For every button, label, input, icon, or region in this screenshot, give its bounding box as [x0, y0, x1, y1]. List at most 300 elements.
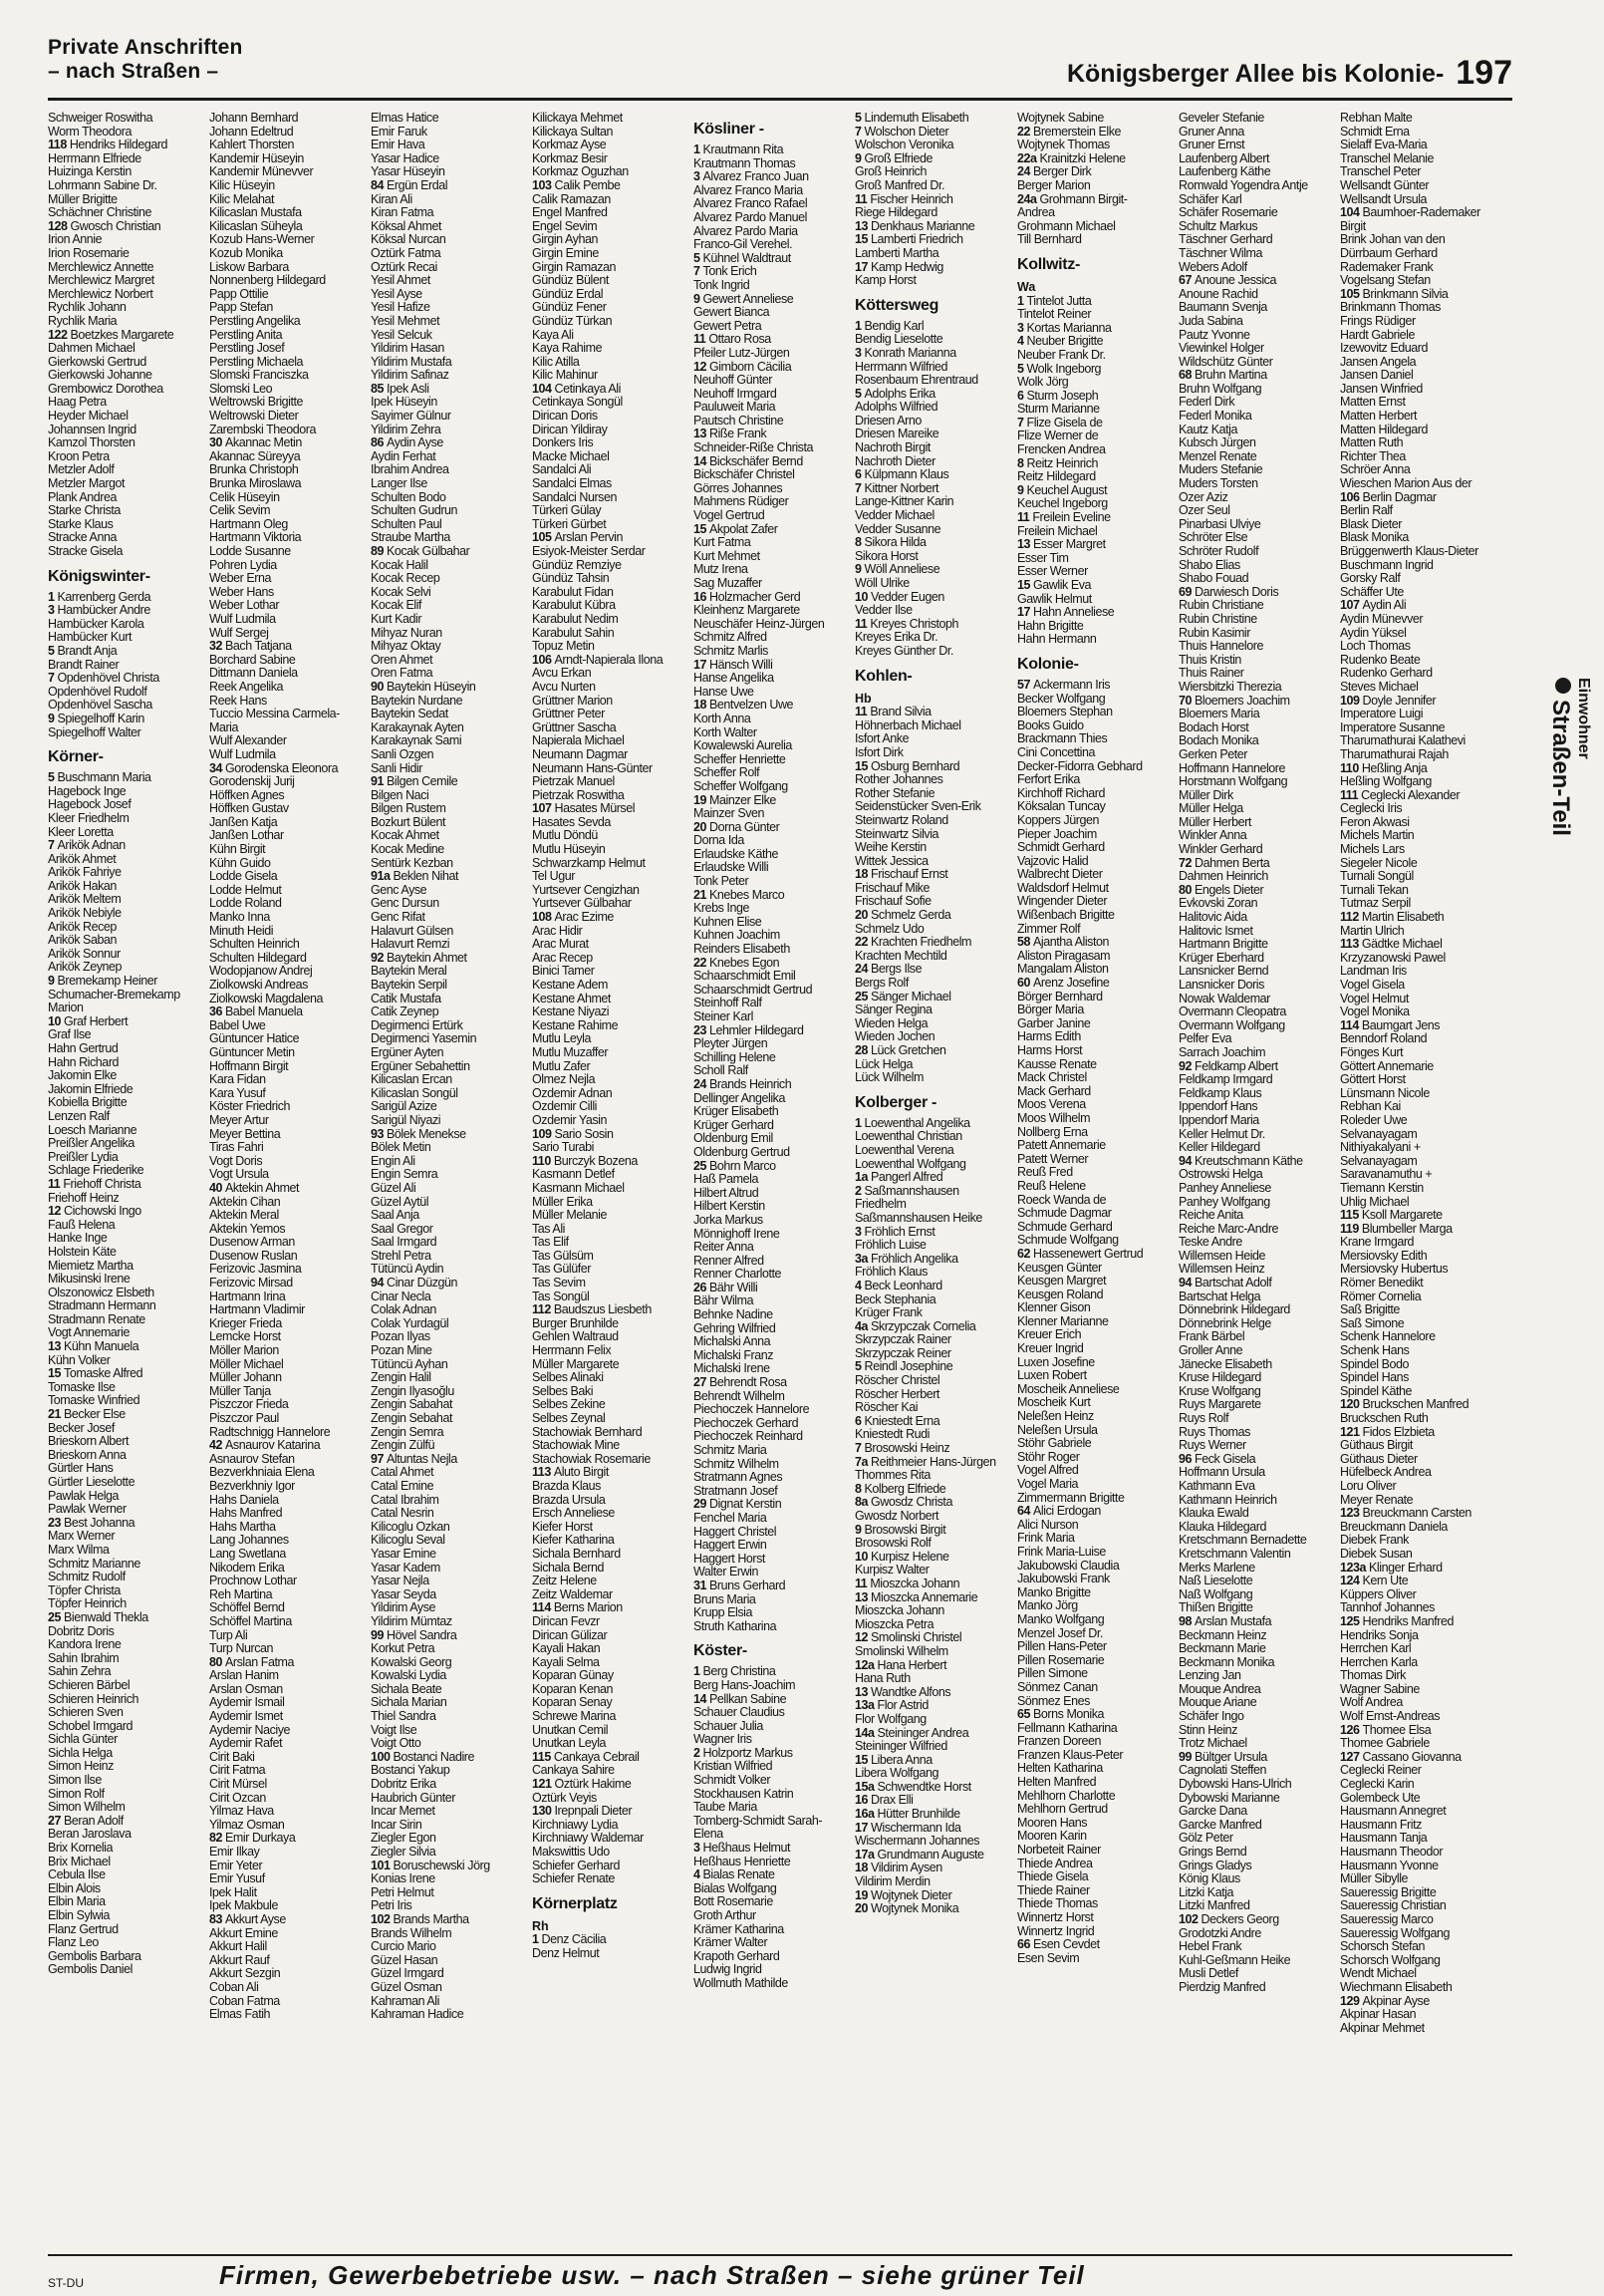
- resident-entry: Özdemir Cilli: [532, 1100, 597, 1114]
- resident-entry: Küppers Oliver: [1340, 1587, 1417, 1601]
- resident-entry: Zengin Halil: [371, 1371, 431, 1385]
- resident-entry: Slomski Leo: [209, 382, 273, 396]
- resident-entry: Kühn Volker: [48, 1353, 111, 1367]
- resident-entry: Schmitz Maria: [693, 1444, 767, 1457]
- resident-entry: 11 Friehoff Christa: [48, 1177, 141, 1191]
- resident-entry: Schneider-Riße Christa: [693, 441, 814, 455]
- resident-entry: Kilicaslan Songül: [371, 1086, 458, 1100]
- resident-entry: Hüfelbeck Andrea: [1340, 1466, 1432, 1480]
- resident-entry: Naß Wolfgang: [1179, 1587, 1253, 1601]
- resident-entry: Vedder Michael: [855, 509, 935, 523]
- resident-entry: 15 Osburg Bernhard: [855, 759, 960, 773]
- resident-entry: Matten Ernst: [1340, 396, 1406, 410]
- resident-entry: Özer Seul: [1179, 504, 1230, 518]
- resident-entry: Gerken Peter: [1179, 747, 1247, 761]
- resident-entry: Nikodem Erika: [209, 1561, 285, 1575]
- resident-entry: Müller Margarete: [532, 1357, 620, 1371]
- resident-entry: Dusenow Arman: [209, 1236, 295, 1250]
- resident-entry: 8 Kolberg Elfriede: [855, 1482, 946, 1496]
- resident-entry: Baytekin Sedat: [371, 708, 448, 721]
- resident-entry: Manko Brigitte: [1017, 1585, 1091, 1599]
- resident-entry: Stratmann Agnes: [693, 1471, 783, 1485]
- resident-entry: Grodotzki Andre: [1179, 1926, 1261, 1940]
- footer-note: Firmen, Gewerbebetriebe usw. – nach Straßen – siehe grüner Teil: [219, 2260, 1085, 2290]
- resident-entry: Bezverkhniy Igor: [209, 1479, 295, 1493]
- resident-entry: Gündüz Türkan: [532, 314, 613, 328]
- resident-entry: Bott Rosemarie: [693, 1895, 773, 1909]
- resident-entry: Wiechmann Elisabeth: [1340, 1980, 1453, 1994]
- resident-entry: Weltrowski Dieter: [209, 410, 299, 424]
- resident-entry: Thiede Andrea: [1017, 1857, 1093, 1870]
- resident-entry: Rubin Christiane: [1179, 599, 1264, 613]
- resident-entry: 12 Cichowski Ingo: [48, 1205, 141, 1219]
- resident-entry: Kathmann Heinrich: [1179, 1493, 1277, 1507]
- resident-entry: Frischauf Mike: [855, 881, 930, 895]
- resident-entry: Töpfer Heinrich: [48, 1597, 127, 1611]
- resident-entry: Neleßen Ursula: [1017, 1423, 1098, 1437]
- resident-entry: Kurt Fatma: [693, 536, 751, 550]
- resident-entry: Degirmenci Yasemin: [371, 1032, 477, 1046]
- resident-entry: Loewenthal Christian: [855, 1130, 962, 1144]
- resident-entry: 1 Karrenberg Gerda: [48, 590, 151, 604]
- resident-entry: Petri Iris: [371, 1899, 412, 1913]
- resident-entry: Winkler Gerhard: [1179, 843, 1263, 857]
- resident-entry: Schlage Friederike: [48, 1164, 144, 1178]
- resident-entry: 126 Thomee Elsa: [1340, 1723, 1432, 1737]
- resident-entry: 1a Pangerl Alfred: [855, 1171, 943, 1185]
- resident-entry: Starke Christa: [48, 504, 121, 518]
- resident-entry: Johann Edeltrud: [209, 125, 294, 139]
- resident-entry: Hendriks Sonja: [1340, 1628, 1419, 1642]
- resident-entry: Kurpisz Walter: [855, 1564, 930, 1578]
- resident-entry: Bruns Maria: [693, 1592, 756, 1606]
- resident-entry: Frink Maria: [1017, 1532, 1075, 1546]
- resident-entry: Pautsch Christine: [693, 414, 784, 428]
- resident-entry: 21 Knebes Marco: [693, 888, 785, 902]
- resident-entry: Kiefer Horst: [532, 1520, 593, 1534]
- resident-entry: Schröter Else: [1179, 531, 1248, 545]
- resident-entry: Mainzer Sven: [693, 807, 765, 821]
- resident-entry: Kreyes Günther Dr.: [855, 644, 953, 658]
- resident-entry: Kausse Renate: [1017, 1057, 1097, 1071]
- resident-entry: Michels Martin: [1340, 829, 1415, 843]
- resident-entry: Herrchen Karl: [1340, 1642, 1412, 1656]
- resident-entry: Patett Werner: [1017, 1152, 1089, 1166]
- resident-entry: Tiras Fahri: [209, 1141, 264, 1155]
- resident-entry: Bostanci Yakup: [371, 1764, 450, 1778]
- resident-entry: 22 Krachten Friedhelm: [855, 936, 972, 950]
- resident-entry: Sichala Bernhard: [532, 1547, 621, 1561]
- resident-entry: Selbes Zeynal: [532, 1412, 606, 1425]
- resident-entry: Helten Manfred: [1017, 1776, 1097, 1790]
- resident-entry: Pleyter Jürgen: [693, 1037, 768, 1051]
- resident-entry: Voigt Otto: [371, 1737, 421, 1751]
- resident-entry: Ruys Margarete: [1179, 1398, 1261, 1412]
- resident-entry: Stockhausen Katrin: [693, 1787, 794, 1801]
- resident-entry: Decker-Fidorra Gebhard: [1017, 759, 1143, 773]
- resident-entry: Skrzypczak Reiner: [855, 1346, 951, 1360]
- resident-entry: Moos Wilhelm: [1017, 1111, 1091, 1125]
- resident-entry: Keusgen Günter: [1017, 1261, 1102, 1275]
- resident-entry: Bilgen Naci: [371, 788, 429, 802]
- resident-entry: Franzen Klaus-Peter: [1017, 1748, 1124, 1762]
- resident-entry: 9 Gewert Anneliese: [693, 292, 794, 306]
- resident-entry: Dönnebrink Hildegard: [1179, 1303, 1290, 1317]
- resident-entry: Kristian Wilfried: [693, 1760, 773, 1774]
- resident-entry: Müller Herbert: [1179, 815, 1251, 829]
- resident-entry: 123a Klinger Erhard: [1340, 1561, 1443, 1575]
- street-heading: Kollwitz-: [1017, 255, 1081, 273]
- resident-entry: Lünsmann Nicole: [1340, 1086, 1430, 1100]
- resident-entry: Metzler Margot: [48, 477, 126, 491]
- resident-entry: 94 Kreutschmann Käthe: [1179, 1154, 1303, 1168]
- resident-entry: Hausmann Theodor: [1340, 1846, 1444, 1859]
- resident-entry: 3 Konrath Marianna: [855, 346, 956, 360]
- resident-entry: Pillen Simone: [1017, 1667, 1088, 1681]
- resident-entry: Schaarschmidt Gertrud: [693, 983, 813, 997]
- resident-entry: Tas Sevim: [532, 1277, 586, 1291]
- resident-entry: Sturm Marianne: [1017, 403, 1100, 417]
- resident-entry: Kuhnen Elise: [693, 915, 762, 929]
- resident-entry: 23 Lehmler Hildegard: [693, 1023, 804, 1037]
- resident-entry: Sichala Bernd: [532, 1561, 604, 1575]
- resident-entry: Matten Herbert: [1340, 410, 1418, 424]
- resident-entry: 1 Tintelot Jutta: [1017, 294, 1092, 308]
- resident-entry: Mehlhorn Charlotte: [1017, 1789, 1116, 1803]
- resident-entry: Thiede Rainer: [1017, 1883, 1090, 1897]
- directory-column: [1179, 112, 1346, 2252]
- resident-entry: Stöhr Gabriele: [1017, 1437, 1092, 1451]
- resident-entry: Bloemers Maria: [1179, 708, 1260, 721]
- resident-entry: Schmidt Erna: [1340, 125, 1410, 139]
- resident-entry: Perstling Anita: [209, 328, 283, 342]
- resident-entry: 9 Keuchel August: [1017, 483, 1108, 497]
- resident-entry: Shabo Elias: [1179, 558, 1240, 572]
- resident-entry: Beckmann Monika: [1179, 1655, 1275, 1669]
- resident-entry: Brazda Ursula: [532, 1493, 606, 1507]
- resident-entry: Ergüner Ayten: [371, 1045, 444, 1059]
- resident-entry: Rademaker Frank: [1340, 260, 1434, 274]
- resident-entry: Schieren Bärbel: [48, 1678, 131, 1692]
- resident-entry: Hana Ruth: [855, 1672, 911, 1686]
- resident-entry: Haggert Erwin: [693, 1539, 767, 1553]
- resident-entry: Wojtynek Thomas: [1017, 139, 1110, 152]
- resident-entry: Aliston Piragasam: [1017, 949, 1111, 963]
- resident-entry: Tütüncü Ayhan: [371, 1357, 448, 1371]
- resident-entry: Krapoth Gerhard: [693, 1949, 780, 1963]
- resident-entry: 94 Bartschat Adolf: [1179, 1277, 1272, 1291]
- resident-entry: Kara Fidan: [209, 1073, 266, 1087]
- resident-entry: Willemsen Heide: [1179, 1249, 1266, 1263]
- resident-entry: Napierala Michael: [532, 734, 625, 748]
- resident-entry: Isfort Anke: [855, 732, 910, 746]
- resident-entry: Akpinar Hasan: [1340, 2008, 1417, 2022]
- resident-entry: Brunka Miroslawa: [209, 477, 302, 491]
- resident-entry: Schaarschmidt Emil: [693, 970, 796, 984]
- street-heading: Körnerplatz: [532, 1894, 618, 1912]
- resident-entry: Kozub Monika: [209, 246, 283, 260]
- header-right: [1067, 54, 1512, 93]
- resident-entry: Kiran Ali: [371, 192, 412, 206]
- resident-entry: Kilicoglu Özkan: [371, 1520, 450, 1534]
- resident-entry: 89 Kocak Gülbahar: [371, 545, 470, 558]
- resident-entry: Mouque Ariane: [1179, 1696, 1257, 1710]
- resident-entry: Yasar Seyda: [371, 1587, 436, 1601]
- resident-entry: Müller Sibylle: [1340, 1872, 1409, 1886]
- resident-entry: Kleinhenz Margarete: [693, 604, 800, 618]
- resident-entry: Yildirim Mümtaz: [371, 1614, 452, 1628]
- resident-entry: Yesil Selcuk: [371, 328, 432, 342]
- resident-entry: 2 Holzportz Markus: [693, 1746, 793, 1760]
- resident-entry: Schmude Dagmar: [1017, 1207, 1112, 1221]
- resident-entry: Siegeler Nicole: [1340, 856, 1418, 870]
- resident-entry: Korkmaz Ayse: [532, 139, 607, 152]
- resident-entry: Bozkurt Bülent: [371, 815, 445, 829]
- resident-entry: 99 Hövel Sandra: [371, 1628, 457, 1642]
- resident-entry: Herrchen Karla: [1340, 1655, 1418, 1669]
- resident-entry: Kretschmann Bernadette: [1179, 1534, 1307, 1548]
- resident-entry: Güzel Aytül: [371, 1195, 429, 1209]
- resident-entry: Mutz Irena: [693, 563, 748, 577]
- resident-entry: 113 Aluto Birgit: [532, 1466, 609, 1480]
- resident-entry: Gembolis Barbara: [48, 1949, 141, 1963]
- resident-entry: Kniestedt Rudi: [855, 1428, 930, 1442]
- resident-entry: 31 Bruns Gerhard: [693, 1578, 786, 1592]
- resident-entry: Tas Elif: [532, 1236, 569, 1250]
- resident-entry: Pillen Rosemarie: [1017, 1653, 1105, 1667]
- resident-entry: 6 Sturm Joseph: [1017, 389, 1099, 403]
- resident-entry: 93 Bölek Menekse: [371, 1127, 466, 1141]
- resident-entry: 20 Dorna Günter: [693, 820, 780, 834]
- resident-entry: Neuhoff Günter: [693, 374, 772, 388]
- street-range-title: Königsberger Allee bis Kolonie-: [1066, 60, 1445, 88]
- resident-entry: Adolphs Wilfried: [855, 401, 938, 415]
- resident-entry: Mersiovsky Hubertus: [1340, 1263, 1449, 1277]
- resident-entry: 84 Ergün Erdal: [371, 178, 448, 192]
- resident-entry: Ceglecki Karin: [1340, 1778, 1415, 1792]
- resident-entry: Gürtler Hans: [48, 1462, 114, 1476]
- resident-entry: 11 Ottaro Rosa: [693, 333, 771, 347]
- resident-entry: Sichala Marian: [371, 1696, 447, 1710]
- resident-entry: Bartschat Helga: [1179, 1290, 1261, 1303]
- resident-entry: Mihyaz Oktay: [371, 640, 441, 654]
- resident-entry: Wodopjanow Andrej: [209, 965, 313, 979]
- resident-entry: Friehoff Heinz: [48, 1191, 120, 1205]
- resident-entry: Weber Hans: [209, 585, 274, 599]
- resident-entry: Simon Wilhelm: [48, 1801, 126, 1815]
- resident-entry: Meyer Artur: [209, 1113, 269, 1127]
- resident-entry: Güzel Hasan: [371, 1953, 438, 1967]
- resident-entry: Gürtler Lieselotte: [48, 1476, 135, 1489]
- resident-entry: 96 Feck Gisela: [1179, 1452, 1256, 1466]
- resident-entry: Beck Stephania: [855, 1292, 936, 1306]
- resident-entry: 115 Ksoll Margarete: [1340, 1209, 1443, 1223]
- resident-entry: Scholl Ralf: [693, 1064, 748, 1078]
- resident-entry: Kilickaya Sultan: [532, 125, 614, 139]
- resident-entry: Bergs Rolf: [855, 977, 909, 991]
- resident-entry: Kilic Melahat: [209, 192, 275, 206]
- district-code: Hb: [855, 691, 872, 706]
- resident-entry: Vogel Helmut: [1340, 992, 1409, 1005]
- section-side-label: [1530, 678, 1592, 967]
- resident-entry: 91 Bilgen Cemile: [371, 775, 458, 789]
- resident-entry: Schulten Bodo: [371, 490, 446, 504]
- resident-entry: Federl Dirk: [1179, 396, 1235, 410]
- resident-entry: Aydemir Naciye: [209, 1723, 290, 1737]
- resident-entry: 17 Hahn Anneliese: [1017, 606, 1115, 620]
- resident-entry: Römer Cornelia: [1340, 1290, 1422, 1303]
- resident-entry: 129 Akpinar Ayse: [1340, 1994, 1430, 2008]
- resident-entry: Ziegler Egon: [371, 1832, 436, 1846]
- resident-entry: 102 Deckers Georg: [1179, 1912, 1279, 1926]
- resident-entry: Kestane Rahime: [532, 1018, 619, 1032]
- resident-entry: 9 Spiegelhoff Karin: [48, 712, 144, 725]
- resident-entry: Manko Jörg: [1017, 1599, 1078, 1613]
- resident-entry: Pozan Ilyas: [371, 1330, 430, 1344]
- resident-entry: Steves Michael: [1340, 680, 1419, 694]
- resident-entry: 101 Boruschewski Jörg: [371, 1859, 490, 1872]
- resident-entry: Diebek Frank: [1340, 1534, 1409, 1548]
- resident-entry: 11 Brand Silvia: [855, 706, 932, 719]
- resident-entry: 102 Brands Martha: [371, 1912, 469, 1926]
- resident-entry: 92 Feldkamp Albert: [1179, 1059, 1278, 1073]
- resident-entry: Kocak Elif: [371, 599, 422, 613]
- resident-entry: Hausmann Yvonne: [1340, 1859, 1439, 1872]
- resident-entry: Emir Yeter: [209, 1859, 263, 1872]
- resident-entry: Merchlewicz Norbert: [48, 287, 153, 301]
- footer-code: ST-DU: [48, 2276, 84, 2290]
- resident-entry: Walbrecht Dieter: [1017, 868, 1103, 882]
- resident-entry: Yasar Nejla: [371, 1575, 429, 1588]
- resident-entry: 10 Graf Herbert: [48, 1014, 129, 1028]
- resident-entry: Frank Bärbel: [1179, 1330, 1245, 1344]
- resident-entry: Golembeck Ute: [1340, 1791, 1421, 1805]
- resident-entry: Engel Sevim: [532, 219, 598, 233]
- resident-entry: Loru Oliver: [1340, 1479, 1397, 1493]
- resident-entry: Schorsch Stefan: [1340, 1940, 1425, 1954]
- resident-entry: Dirican Yildiray: [532, 423, 608, 436]
- resident-entry: Kocak Selvi: [371, 585, 431, 599]
- resident-entry: 8 Sikora Hilda: [855, 536, 927, 550]
- resident-entry: Akkurt Emine: [209, 1926, 278, 1940]
- resident-entry: Janßen Katja: [209, 815, 278, 829]
- resident-entry: Borchard Sabine: [209, 653, 296, 667]
- resident-entry: 11 Freilein Eveline: [1017, 511, 1111, 525]
- resident-entry: Korth Anna: [693, 712, 751, 725]
- resident-entry: Brandt Rainer: [48, 658, 120, 672]
- resident-entry: Schieren Heinrich: [48, 1692, 139, 1706]
- resident-entry: Brinkmann Thomas: [1340, 301, 1441, 315]
- resident-entry: 6 Kniestedt Erna: [855, 1414, 940, 1428]
- resident-entry: Perstling Angelika: [209, 314, 301, 328]
- resident-entry: Höhnerbach Michael: [855, 718, 961, 732]
- resident-entry: 27 Beran Adolf: [48, 1814, 124, 1828]
- resident-entry: 20 Wojtynek Monika: [855, 1902, 959, 1916]
- resident-entry: Ludwig Ingrid: [693, 1963, 762, 1977]
- resident-entry: Alvarez Franco Maria: [693, 183, 803, 197]
- resident-entry: 5 Wolk Ingeborg: [1017, 362, 1102, 376]
- resident-entry: Gölz Peter: [1179, 1832, 1233, 1846]
- resident-entry: Wolf Ernst-Andreas: [1340, 1710, 1441, 1724]
- resident-entry: Wellsandt Günter: [1340, 178, 1430, 192]
- resident-entry: Schauer Julia: [693, 1719, 763, 1733]
- resident-entry: Feron Akwasi: [1340, 815, 1410, 829]
- resident-entry: Schmude Gerhard: [1017, 1220, 1113, 1234]
- resident-entry: Feldkamp Irmgard: [1179, 1073, 1273, 1087]
- resident-entry: Karakaynak Ayten: [371, 720, 464, 734]
- resident-entry: Kathmann Eva: [1179, 1479, 1255, 1493]
- resident-entry: Elbin Maria: [48, 1895, 106, 1909]
- resident-entry: Müller Tanja: [209, 1384, 271, 1398]
- directory-column: [855, 112, 1022, 2252]
- resident-entry: Topuz Metin: [532, 640, 595, 654]
- resident-entry: Ziolkowski Magdalena: [209, 992, 323, 1005]
- resident-entry: Gawlik Helmut: [1017, 592, 1092, 606]
- resident-entry: 110 Burczyk Bozena: [532, 1154, 638, 1168]
- resident-entry: Mihyaz Nuran: [371, 626, 442, 640]
- resident-entry: Halitovic Aida: [1179, 911, 1247, 925]
- resident-entry: Engel Manfred: [532, 206, 608, 220]
- resident-entry: Röscher Kai: [855, 1401, 919, 1415]
- resident-entry: Voigt Ilse: [371, 1723, 417, 1737]
- resident-entry: Kroon Petra: [48, 449, 110, 463]
- street-heading: Köttersweg: [855, 296, 939, 314]
- resident-entry: 15a Schwendtke Horst: [855, 1780, 971, 1794]
- resident-entry: Catik Zeynep: [371, 1005, 439, 1019]
- resident-entry: Hebel Frank: [1179, 1940, 1242, 1954]
- resident-entry: Wulf Ludmila: [209, 612, 276, 626]
- resident-entry: Elbin Sylwia: [48, 1909, 110, 1922]
- resident-entry: Celik Hüseyin: [209, 490, 280, 504]
- resident-entry: Donkers Iris: [532, 436, 594, 450]
- resident-entry: Wiersbitzki Therezia: [1179, 680, 1282, 694]
- resident-entry: Hahs Manfred: [209, 1507, 283, 1521]
- resident-entry: Mouque Andrea: [1179, 1682, 1261, 1696]
- resident-entry: Muders Torsten: [1179, 477, 1258, 491]
- resident-entry: Kandemir Münevver: [209, 165, 314, 179]
- resident-entry: Celik Sevim: [209, 504, 271, 518]
- resident-entry: Dirican Fevzr: [532, 1614, 600, 1628]
- resident-entry: Arikök Ahmet: [48, 852, 117, 866]
- resident-entry: Mooren Karin: [1017, 1830, 1087, 1844]
- resident-entry: 65 Borns Monika: [1017, 1708, 1105, 1722]
- resident-entry: 15 Lamberti Friedrich: [855, 233, 963, 247]
- resident-entry: 30 Akannac Metin: [209, 436, 302, 450]
- resident-entry: 104 Cetinkaya Ali: [532, 382, 621, 396]
- resident-entry: 23 Best Johanna: [48, 1516, 135, 1530]
- resident-entry: Dobritz Doris: [48, 1624, 115, 1638]
- resident-entry: Engin Ali: [371, 1154, 415, 1168]
- resident-entry: Isfort Dirk: [855, 745, 904, 759]
- directory-column: [1340, 112, 1507, 2252]
- resident-entry: Schrewe Marina: [532, 1710, 617, 1724]
- resident-entry: Akkurt Halil: [209, 1940, 267, 1954]
- resident-entry: Marion: [48, 1002, 84, 1015]
- resident-entry: Engin Semra: [371, 1168, 438, 1182]
- resident-entry: Michalski Franz: [693, 1348, 774, 1362]
- resident-entry: Alvarez Pardo Maria: [693, 224, 798, 238]
- resident-entry: 130 Irepnpali Dieter: [532, 1805, 633, 1819]
- resident-entry: 16 Holzmacher Gerd: [693, 590, 801, 604]
- resident-entry: Hagebock Josef: [48, 798, 132, 812]
- resident-entry: Reek Angelika: [209, 680, 284, 694]
- resident-entry: Schmitz Marianne: [48, 1557, 140, 1571]
- resident-entry: Cirit Fatma: [209, 1764, 266, 1778]
- resident-entry: Sag Muzaffer: [693, 577, 762, 590]
- resident-entry: Hoffmann Hannelore: [1179, 761, 1286, 775]
- resident-entry: 11 Kreyes Christoph: [855, 617, 959, 631]
- resident-entry: Sandalci Ali: [532, 463, 592, 477]
